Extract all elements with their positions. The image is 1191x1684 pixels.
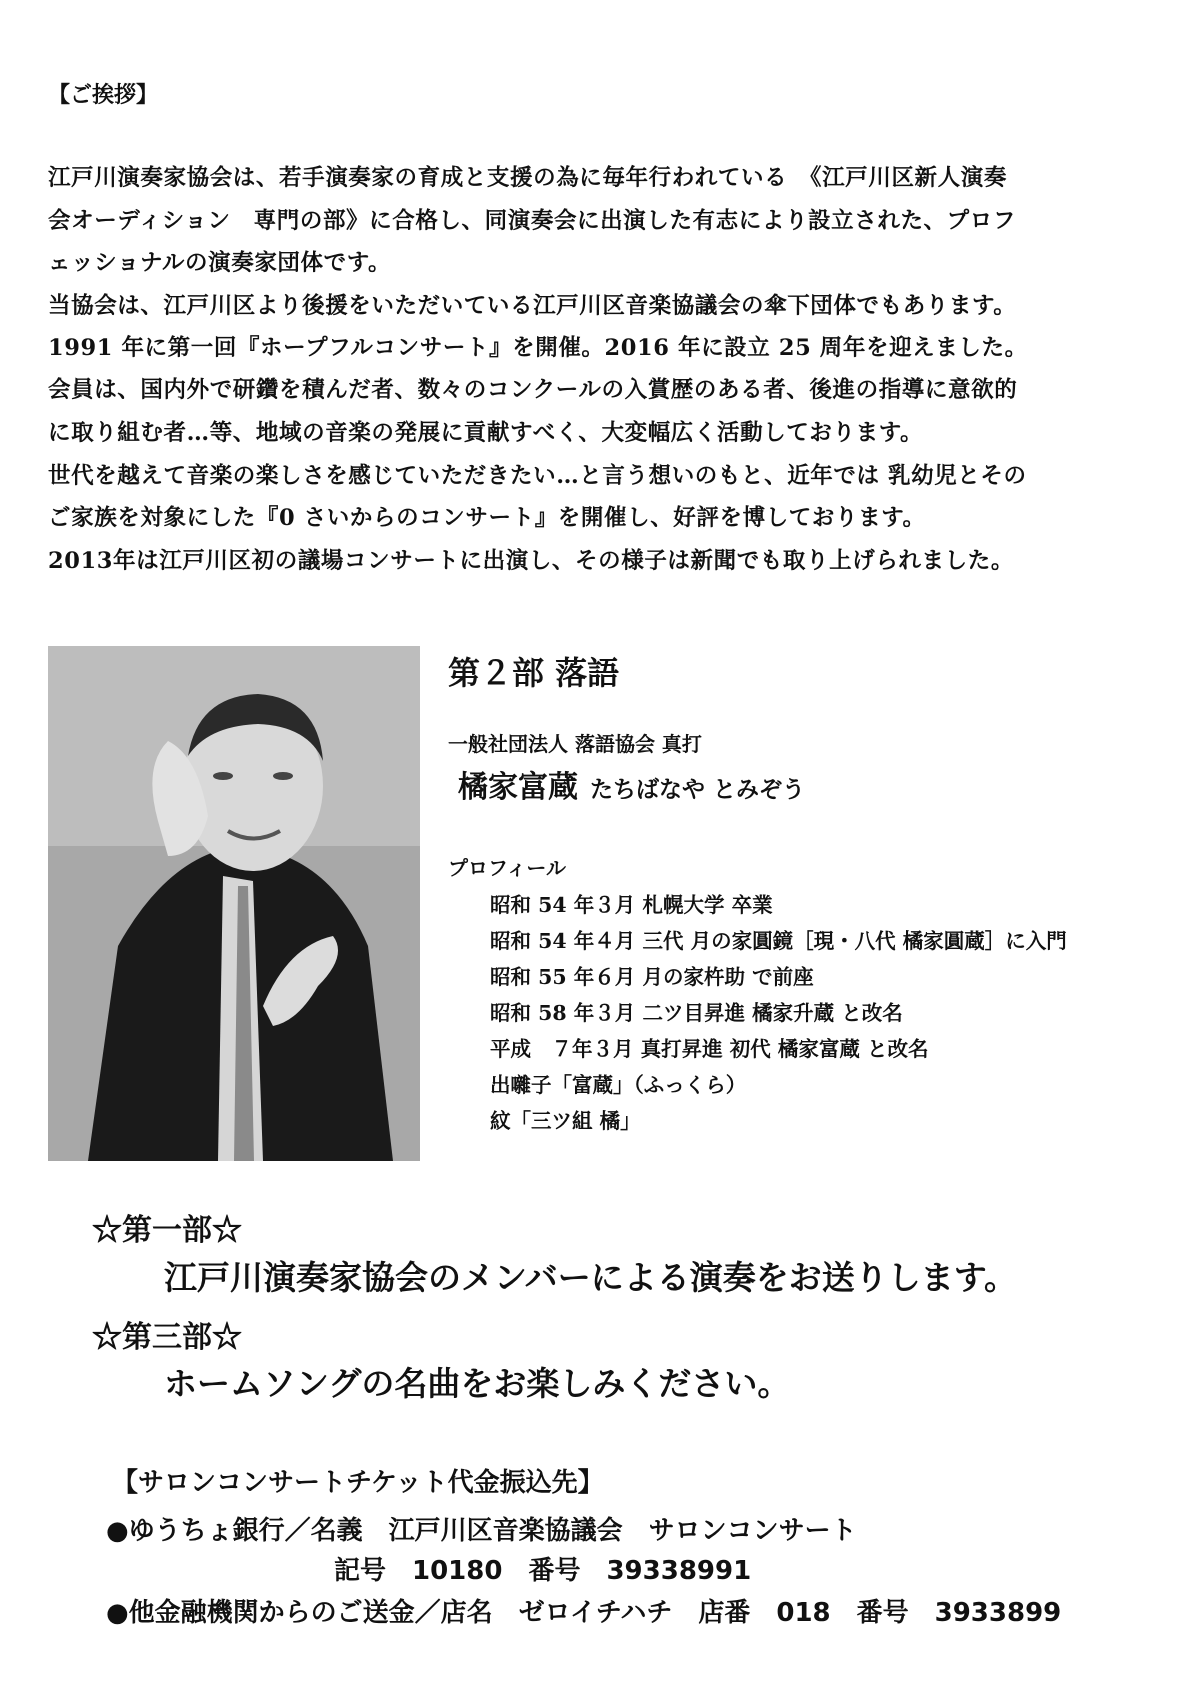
greeting-line: 1991 年に第一回『ホープフルコンサート』を開催。2016 年に設立 25 周年を迎えました。 — [48, 335, 1028, 361]
performer-name-block — [458, 762, 805, 806]
part1-heading: ☆第一部☆ — [92, 1213, 242, 1248]
greeting-line: 当協会は、江戸川区より後援をいただいている江戸川区音楽協議会の傘下団体でもあります。 — [48, 293, 1017, 319]
performer-photo — [48, 646, 420, 1161]
part3-body: ホームソングの名曲をお楽しみください。 — [164, 1364, 791, 1403]
profile-item: 昭和 54 年３月 札幌大学 卒業 — [490, 893, 773, 917]
greeting-line: ェッショナルの演奏家団体です。 — [48, 250, 392, 276]
profile-item: 出囃子「富蔵」（ふっくら） — [490, 1073, 747, 1097]
ticket-line-yucho: ●ゆうちょ銀行／名義 江戸川区音楽協議会 サロンコンサート — [106, 1516, 857, 1546]
profile-item: 昭和 58 年３月 二ツ目昇進 橘家升蔵 と改名 — [490, 1001, 903, 1025]
performer-name: 橘家富蔵 — [458, 770, 578, 805]
performer-name-kana: たちばなや とみぞう — [590, 776, 806, 803]
greeting-line: に取り組む者…等、地域の音楽の発展に貢献すべく、大変幅広く活動しております。 — [48, 420, 924, 446]
part2-title: 第２部 落語 — [448, 654, 620, 692]
profile-item: 平成 ７年３月 真打昇進 初代 橘家富蔵 と改名 — [490, 1037, 929, 1061]
part1-body: 江戸川演奏家協会のメンバーによる演奏をお送りします。 — [164, 1258, 1018, 1297]
greeting-line: ご家族を対象にした『0 さいからのコンサート』を開催し、好評を博しております。 — [48, 505, 926, 531]
part3-heading: ☆第三部☆ — [92, 1320, 242, 1355]
part2-affiliation: 一般社団法人 落語協会 真打 — [448, 732, 702, 756]
ticket-line-other-banks: ●他金融機関からのご送金／店名 ゼロイチハチ 店番 018 番号 3933899 — [106, 1598, 1062, 1628]
greeting-heading: 【ご挨拶】 — [48, 82, 159, 108]
profile-item: 昭和 54 年４月 三代 月の家圓鏡［現・八代 橘家圓蔵］に入門 — [490, 929, 1067, 953]
profile-label: プロフィール — [448, 856, 566, 880]
ticket-line-account: 記号 10180 番号 39338991 — [334, 1556, 752, 1586]
profile-item: 昭和 55 年６月 月の家杵助 で前座 — [490, 965, 814, 989]
greeting-line: 会オーディション 専門の部》に合格し、同演奏会に出演した有志により設立された、プロフ — [48, 208, 1016, 234]
greeting-line: 江戸川演奏家協会は、若手演奏家の育成と支援の為に毎年行われている 《江戸川区新人演奏 — [48, 165, 1007, 191]
profile-item: 紋「三ツ組 橘」 — [490, 1109, 641, 1133]
greeting-line: 会員は、国内外で研鑽を積んだ者、数々のコンクールの入賞歴のある者、後進の指導に意欲的 — [48, 377, 1018, 403]
greeting-line: 2013年は江戸川区初の議場コンサートに出演し、その様子は新聞でも取り上げられました。 — [48, 548, 1014, 574]
ticket-heading: 【サロンコンサートチケット代金振込先】 — [112, 1468, 604, 1498]
greeting-line: 世代を越えて音楽の楽しさを感じていただきたい…と言う想いのもと、近年では 乳幼児とその — [48, 463, 1027, 489]
